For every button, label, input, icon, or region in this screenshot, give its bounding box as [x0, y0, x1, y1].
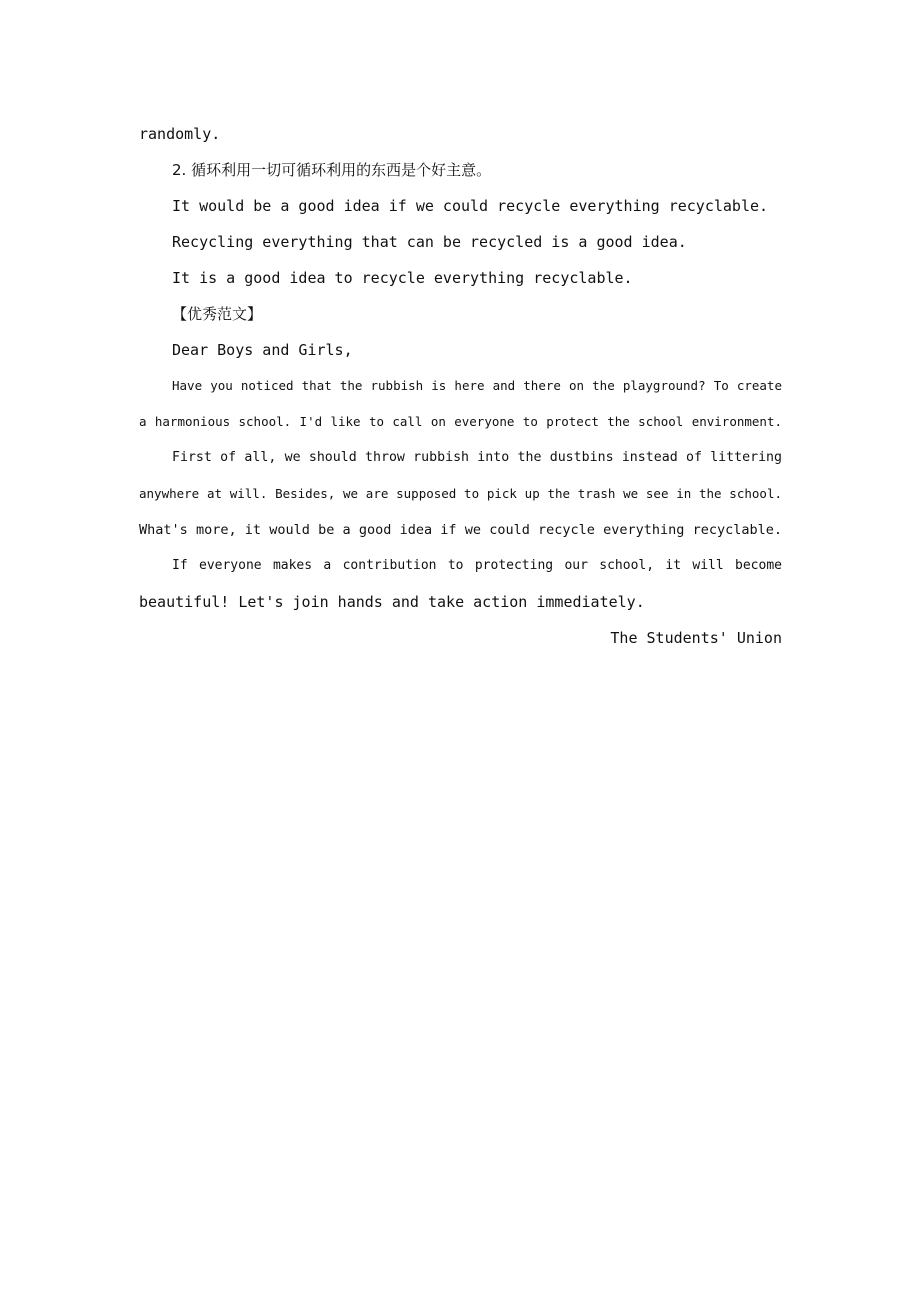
text-line-randomly: randomly. — [139, 125, 221, 143]
item-2-chinese-sentence: 2. 循环利用一切可循环利用的东西是个好主意。 — [172, 161, 492, 179]
letter-signature: The Students' Union — [610, 629, 782, 647]
letter-salutation: Dear Boys and Girls, — [172, 341, 353, 359]
paragraph-1-line-2: a harmonious school. I'd like to call on everyone to protect the school environment. — [139, 414, 782, 429]
paragraph-2-line-2: anywhere at will. Besides, we are supposed to pick up the trash we see in the school. — [139, 486, 782, 501]
document-body — [139, 116, 782, 656]
item-2-translation-1: It would be a good idea if we could recycle everything recyclable. — [172, 197, 769, 215]
paragraph-3-line-1: If everyone makes a contribution to protecting our school, it will become — [172, 558, 782, 573]
paragraph-2-line-3: What's more, it would be a good idea if we could recycle everything recyclable. — [139, 522, 782, 538]
item-2-translation-3: It is a good idea to recycle everything recyclable. — [172, 269, 633, 287]
paragraph-3-line-2: beautiful! Let's join hands and take action immediately. — [139, 593, 645, 611]
paragraph-1-line-1: Have you noticed that the rubbish is here and there on the playground? To create — [172, 378, 782, 393]
sample-essay-heading: 【优秀范文】 — [172, 305, 263, 323]
paragraph-2-line-1: First of all, we should throw rubbish into the dustbins instead of littering — [172, 450, 782, 465]
item-2-translation-2: Recycling everything that can be recycled is a good idea. — [172, 233, 687, 251]
